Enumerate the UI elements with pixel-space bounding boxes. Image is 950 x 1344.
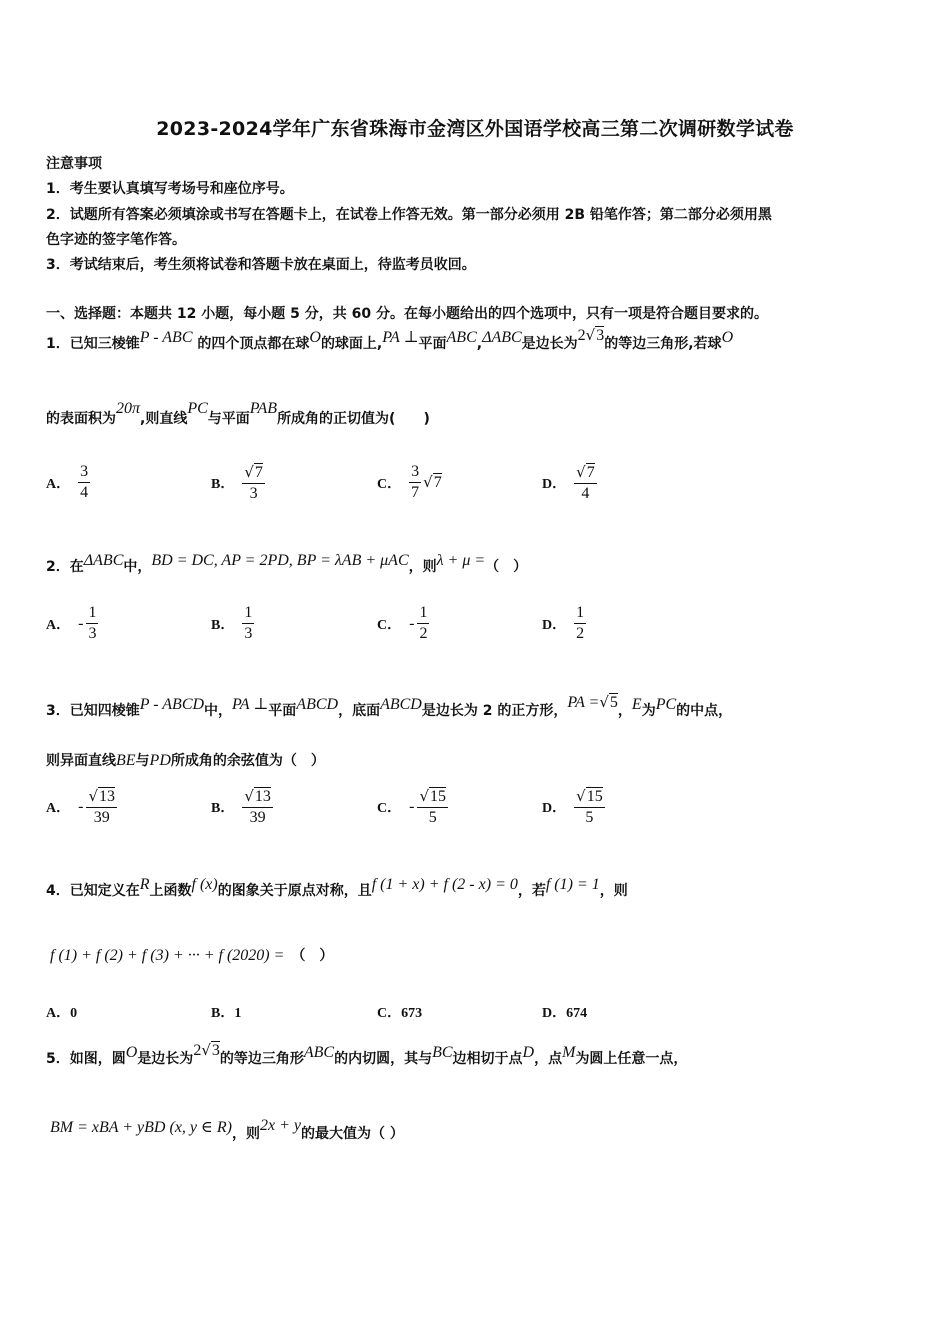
q4-option-b[interactable]: B．1 xyxy=(211,1006,242,1021)
question-1-line-1: 1．已知三棱锥P - ABC 的四个顶点都在球O的球面上,PA ⊥平面ABC,ΔABC是边长为2√3的等边三角形,若球O xyxy=(46,326,734,352)
notice-item-1: 1．考生要认真填写考场号和座位序号。 xyxy=(46,181,294,197)
q1-option-d[interactable]: D． $\frac{√7}{4}$ xyxy=(542,463,595,502)
q2-option-a[interactable]: A． - $\frac{1}{3}$ xyxy=(46,604,97,642)
q4-option-c[interactable]: C．673 xyxy=(377,1006,423,1021)
question-4-line-1: 4．已知定义在R上函数f (x)的图象关于原点对称，且f (1 + x) + f (2 - x) = 0，若f (1) = 1，则 xyxy=(46,876,628,899)
notice-heading: 注意事项 xyxy=(46,156,102,172)
q4-option-d[interactable]: D．674 xyxy=(542,1006,588,1021)
q1-option-b[interactable]: B． $\frac{√7}{3}$ xyxy=(211,463,263,502)
question-2: 2．在ΔABC中，BD = DC, AP = 2PD, BP = λAB + μAC，则λ + μ =（ ） xyxy=(46,552,528,575)
section-heading: 一、选择题：本题共 12 小题，每小题 5 分，共 60 分。在每小题给出的四个选项中，只有一项是符合题目要求的。 xyxy=(46,306,768,322)
notice-item-2: 2．试题所有答案必须填涂或书写在答题卡上，在试卷上作答无效。第一部分必须用 2B 铅笔作答；第二部分必须用黑 xyxy=(46,207,772,223)
q3-option-a[interactable]: A． - $\frac{√13}{39}$ xyxy=(46,787,116,826)
q3-option-d[interactable]: D． $\frac{√15}{5}$ xyxy=(542,787,603,826)
q3-option-b[interactable]: B． $\frac{√13}{39}$ xyxy=(211,787,271,826)
page-title: 2023-2024学年广东省珠海市金湾区外国语学校高三第二次调研数学试卷 xyxy=(156,118,794,140)
q2-option-d[interactable]: D． $\frac{1}{2}$ xyxy=(542,604,585,642)
q2-option-c[interactable]: C． - $\frac{1}{2}$ xyxy=(377,604,428,642)
q2-option-b[interactable]: B． $\frac{1}{3}$ xyxy=(211,604,253,642)
question-3-line-2: 则异面直线BE与PD所成角的余弦值为（ ） xyxy=(46,752,325,769)
q4-option-a[interactable]: A．0 xyxy=(46,1006,78,1021)
question-3-line-1: 3．已知四棱锥P - ABCD中，PA ⊥平面ABCD，底面ABCD是边长为 2 的正方形，PA =√5，E为PC的中点， xyxy=(46,693,733,719)
question-5-line-2: BM = xBA + yBD (x, y ∈ R)，则2x + y的最大值为（ ） xyxy=(50,1117,404,1142)
q1-option-a[interactable]: A． $\frac{3}{4}$ xyxy=(46,463,89,501)
question-1-line-2: 的表面积为20π,则直线PC与平面PAB所成角的正切值为( ) xyxy=(46,400,430,427)
notice-item-2-cont: 色字迹的签字笔作答。 xyxy=(46,232,186,248)
q3-option-c[interactable]: C． - $\frac{√15}{5}$ xyxy=(377,787,447,826)
question-5-line-1: 5．如图，圆O是边长为2√3的等边三角形ABC的内切圆，其与BC边相切于点D，点M为圆上任意一点， xyxy=(46,1041,688,1067)
question-4-line-2: f (1) + f (2) + f (3) + ··· + f (2020) = （ ） xyxy=(50,947,334,964)
q1-option-c[interactable]: C． $\frac{3}{7}$ √7 xyxy=(377,463,442,501)
notice-item-3: 3．考试结束后，考生须将试卷和答题卡放在桌面上，待监考员收回。 xyxy=(46,257,476,273)
